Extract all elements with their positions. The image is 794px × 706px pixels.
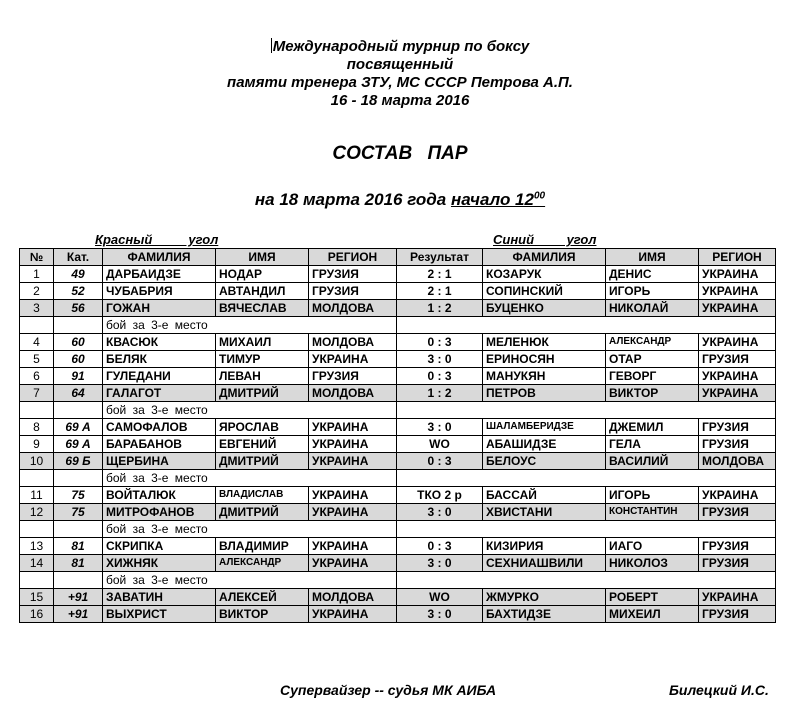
weight-category: +91	[54, 589, 103, 606]
third-place-note-row	[20, 470, 776, 487]
blue-name: ДЖЕМИЛ	[606, 419, 699, 436]
bout-result: 0 : 3	[397, 538, 483, 555]
blue-name: НИКОЛОЗ	[606, 555, 699, 572]
table-row	[20, 419, 776, 436]
blue-name: ГЕЛА	[606, 436, 699, 453]
blue-region: ГРУЗИЯ	[699, 504, 776, 521]
weight-category: 60	[54, 334, 103, 351]
weight-category: 52	[54, 283, 103, 300]
col-header-red-surname: ФАМИЛИЯ	[103, 249, 216, 266]
bout-number: 10	[20, 453, 54, 470]
table-row	[20, 538, 776, 555]
blue-surname: КИЗИРИЯ	[483, 538, 606, 555]
date-line	[0, 190, 794, 210]
blue-region: УКРАИНА	[699, 334, 776, 351]
red-surname: ГОЖАН	[103, 300, 216, 317]
bout-result: 0 : 3	[397, 334, 483, 351]
bout-result: 0 : 3	[397, 453, 483, 470]
blue-name: НИКОЛАЙ	[606, 300, 699, 317]
table-row	[20, 351, 776, 368]
start-time	[451, 190, 545, 209]
red-surname: ЧУБАБРИЯ	[103, 283, 216, 300]
weight-category: 64	[54, 385, 103, 402]
blue-name: КОНСТАНТИН	[606, 504, 699, 521]
bout-number: 11	[20, 487, 54, 504]
blue-region: ГРУЗИЯ	[699, 419, 776, 436]
table-row	[20, 266, 776, 283]
red-name: ЛЕВАН	[216, 368, 309, 385]
weight-category: 81	[54, 555, 103, 572]
tournament-header	[0, 38, 794, 110]
red-region: ГРУЗИЯ	[309, 368, 397, 385]
red-surname: КВАСЮК	[103, 334, 216, 351]
pairs-table	[19, 248, 776, 623]
blue-name: ИГОРЬ	[606, 283, 699, 300]
blue-surname: ЕРИНОСЯН	[483, 351, 606, 368]
red-surname: ВЫХРИСТ	[103, 606, 216, 623]
blue-region: ГРУЗИЯ	[699, 538, 776, 555]
bout-result: WO	[397, 589, 483, 606]
red-surname: ДАРБАИДЗЕ	[103, 266, 216, 283]
blue-region: ГРУЗИЯ	[699, 606, 776, 623]
red-surname: БАРАБАНОВ	[103, 436, 216, 453]
bout-number: 7	[20, 385, 54, 402]
bout-number: 8	[20, 419, 54, 436]
bout-result: 3 : 0	[397, 351, 483, 368]
table-row	[20, 487, 776, 504]
red-region: УКРАИНА	[309, 351, 397, 368]
blue-name: ИАГО	[606, 538, 699, 555]
bout-result: 1 : 2	[397, 385, 483, 402]
weight-category: 81	[54, 538, 103, 555]
red-region: МОЛДОВА	[309, 300, 397, 317]
start-time-minutes: 00	[533, 190, 546, 202]
blue-region: УКРАИНА	[699, 589, 776, 606]
start-time-text: начало 12	[450, 190, 534, 209]
blue-region: ГРУЗИЯ	[699, 555, 776, 572]
weight-category: +91	[54, 606, 103, 623]
note-empty-cell	[397, 521, 776, 538]
weight-category: 91	[54, 368, 103, 385]
red-surname: СКРИПКА	[103, 538, 216, 555]
blue-name: ВИКТОР	[606, 385, 699, 402]
blue-surname: МЕЛЕНЮК	[483, 334, 606, 351]
col-header-blue-region: РЕГИОН	[699, 249, 776, 266]
supervisor-label: Супервайзер -- судья МК АИБА	[280, 682, 497, 698]
table-row	[20, 283, 776, 300]
bout-number: 5	[20, 351, 54, 368]
red-name: ЯРОСЛАВ	[216, 419, 309, 436]
pairs-table-body	[20, 266, 776, 623]
red-name: ТИМУР	[216, 351, 309, 368]
blue-surname: КОЗАРУК	[483, 266, 606, 283]
page-title: СОСТАВ ПАР	[332, 143, 468, 164]
red-surname: ГУЛЕДАНИ	[103, 368, 216, 385]
weight-category: 56	[54, 300, 103, 317]
bout-result: 0 : 3	[397, 368, 483, 385]
table-row	[20, 368, 776, 385]
bout-result: 3 : 0	[397, 419, 483, 436]
bout-result: 3 : 0	[397, 606, 483, 623]
header-line-1	[0, 38, 794, 56]
col-header-red-region: РЕГИОН	[309, 249, 397, 266]
red-name: ДМИТРИЙ	[216, 504, 309, 521]
red-surname: ЩЕРБИНА	[103, 453, 216, 470]
third-place-note: бой за 3-е место	[103, 572, 397, 589]
red-surname: МИТРОФАНОВ	[103, 504, 216, 521]
bout-number: 4	[20, 334, 54, 351]
blue-surname: СЕХНИАШВИЛИ	[483, 555, 606, 572]
weight-category: 69 А	[54, 436, 103, 453]
blue-name: ГЕВОРГ	[606, 368, 699, 385]
red-name: ДМИТРИЙ	[216, 385, 309, 402]
weight-category: 49	[54, 266, 103, 283]
third-place-note-row	[20, 572, 776, 589]
col-header-result: Результат	[397, 249, 483, 266]
table-row	[20, 555, 776, 572]
note-empty-cell	[54, 317, 103, 334]
blue-surname: БУЦЕНКО	[483, 300, 606, 317]
red-region: УКРАИНА	[309, 538, 397, 555]
text-cursor	[271, 38, 272, 53]
col-header-blue-name: ИМЯ	[606, 249, 699, 266]
blue-region: ГРУЗИЯ	[699, 351, 776, 368]
blue-region: ГРУЗИЯ	[699, 436, 776, 453]
table-row	[20, 334, 776, 351]
blue-corner-label: Синий угол	[493, 232, 597, 247]
weight-category: 69 Б	[54, 453, 103, 470]
header-line-1-text: Международный турнир по боксу	[272, 38, 530, 55]
third-place-note: бой за 3-е место	[103, 317, 397, 334]
red-region: МОЛДОВА	[309, 334, 397, 351]
red-name: МИХАИЛ	[216, 334, 309, 351]
red-corner-label: Красный угол	[95, 232, 219, 247]
blue-surname: МАНУКЯН	[483, 368, 606, 385]
red-surname: ВОЙТАЛЮК	[103, 487, 216, 504]
blue-region: УКРАИНА	[699, 487, 776, 504]
blue-name: ДЕНИС	[606, 266, 699, 283]
red-name: НОДАР	[216, 266, 309, 283]
bout-number: 9	[20, 436, 54, 453]
blue-region: МОЛДОВА	[699, 453, 776, 470]
blue-surname: ХВИСТАНИ	[483, 504, 606, 521]
bout-result: ТКО 2 р	[397, 487, 483, 504]
col-header-red-name: ИМЯ	[216, 249, 309, 266]
bout-number: 6	[20, 368, 54, 385]
bout-result: 2 : 1	[397, 283, 483, 300]
blue-region: УКРАИНА	[699, 368, 776, 385]
blue-surname: ПЕТРОВ	[483, 385, 606, 402]
note-empty-cell	[397, 572, 776, 589]
header-line-2: посвященный	[346, 56, 454, 73]
red-name: АЛЕКСАНДР	[216, 555, 309, 572]
table-row	[20, 385, 776, 402]
red-region: ГРУЗИЯ	[309, 266, 397, 283]
note-empty-cell	[397, 402, 776, 419]
note-empty-cell	[54, 572, 103, 589]
note-empty-cell	[397, 470, 776, 487]
blue-surname: БЕЛОУС	[483, 453, 606, 470]
note-empty-cell	[397, 317, 776, 334]
note-empty-cell	[54, 521, 103, 538]
third-place-note: бой за 3-е место	[103, 402, 397, 419]
bout-number: 12	[20, 504, 54, 521]
bout-number: 2	[20, 283, 54, 300]
bout-result: WO	[397, 436, 483, 453]
table-row	[20, 589, 776, 606]
blue-region: УКРАИНА	[699, 300, 776, 317]
red-region: УКРАИНА	[309, 436, 397, 453]
blue-name: РОБЕРТ	[606, 589, 699, 606]
red-region: ГРУЗИЯ	[309, 283, 397, 300]
blue-name: АЛЕКСАНДР	[606, 334, 699, 351]
red-name: ВЯЧЕСЛАВ	[216, 300, 309, 317]
blue-region: УКРАИНА	[699, 266, 776, 283]
date-text: на 18 марта 2016 года	[254, 190, 451, 209]
bout-result: 2 : 1	[397, 266, 483, 283]
red-region: УКРАИНА	[309, 606, 397, 623]
bout-number: 14	[20, 555, 54, 572]
blue-region: УКРАИНА	[699, 385, 776, 402]
table-row	[20, 436, 776, 453]
third-place-note: бой за 3-е место	[103, 470, 397, 487]
blue-surname: СОПИНСКИЙ	[483, 283, 606, 300]
bout-number: 13	[20, 538, 54, 555]
bout-result: 3 : 0	[397, 504, 483, 521]
bout-number: 3	[20, 300, 54, 317]
third-place-note: бой за 3-е место	[103, 521, 397, 538]
red-region: УКРАИНА	[309, 504, 397, 521]
red-name: ЕВГЕНИЙ	[216, 436, 309, 453]
weight-category: 75	[54, 487, 103, 504]
red-surname: ГАЛАГОТ	[103, 385, 216, 402]
note-empty-cell	[20, 470, 54, 487]
bout-result: 1 : 2	[397, 300, 483, 317]
note-empty-cell	[20, 402, 54, 419]
red-region: МОЛДОВА	[309, 589, 397, 606]
third-place-note-row	[20, 521, 776, 538]
third-place-note-row	[20, 402, 776, 419]
bout-number: 1	[20, 266, 54, 283]
red-name: ДМИТРИЙ	[216, 453, 309, 470]
blue-name: ВАСИЛИЙ	[606, 453, 699, 470]
header-line-4: 16 - 18 марта 2016	[330, 92, 470, 109]
red-region: УКРАИНА	[309, 419, 397, 436]
blue-name: ИГОРЬ	[606, 487, 699, 504]
header-line-3: памяти тренера ЗТУ, МС СССР Петрова А.П.	[227, 74, 573, 91]
weight-category: 75	[54, 504, 103, 521]
table-row	[20, 606, 776, 623]
col-header-blue-surname: ФАМИЛИЯ	[483, 249, 606, 266]
table-row	[20, 504, 776, 521]
blue-surname: БАХТИДЗЕ	[483, 606, 606, 623]
col-header-cat: Кат.	[54, 249, 103, 266]
red-name: ВЛАДИМИР	[216, 538, 309, 555]
red-surname: БЕЛЯК	[103, 351, 216, 368]
bout-result: 3 : 0	[397, 555, 483, 572]
note-empty-cell	[54, 402, 103, 419]
red-name: ВИКТОР	[216, 606, 309, 623]
red-region: УКРАИНА	[309, 555, 397, 572]
blue-region: УКРАИНА	[699, 283, 776, 300]
red-name: ВЛАДИСЛАВ	[216, 487, 309, 504]
note-empty-cell	[20, 572, 54, 589]
bout-number: 16	[20, 606, 54, 623]
col-header-no: №	[20, 249, 54, 266]
red-surname: ХИЖНЯК	[103, 555, 216, 572]
table-row	[20, 453, 776, 470]
note-empty-cell	[54, 470, 103, 487]
weight-category: 60	[54, 351, 103, 368]
blue-name: МИХЕИЛ	[606, 606, 699, 623]
blue-surname: ШАЛАМБЕРИДЗЕ	[483, 419, 606, 436]
note-empty-cell	[20, 521, 54, 538]
blue-surname: АБАШИДЗЕ	[483, 436, 606, 453]
note-empty-cell	[20, 317, 54, 334]
blue-surname: ЖМУРКО	[483, 589, 606, 606]
blue-surname: БАССАЙ	[483, 487, 606, 504]
table-row	[20, 300, 776, 317]
red-region: УКРАИНА	[309, 487, 397, 504]
third-place-note-row	[20, 317, 776, 334]
weight-category: 69 А	[54, 419, 103, 436]
red-surname: ЗАВАТИН	[103, 589, 216, 606]
red-surname: САМОФАЛОВ	[103, 419, 216, 436]
red-region: УКРАИНА	[309, 453, 397, 470]
red-region: МОЛДОВА	[309, 385, 397, 402]
bout-number: 15	[20, 589, 54, 606]
table-header-row	[20, 249, 776, 266]
red-name: АВТАНДИЛ	[216, 283, 309, 300]
blue-name: ОТАР	[606, 351, 699, 368]
supervisor-name: Билецкий И.С.	[669, 682, 769, 698]
red-name: АЛЕКСЕЙ	[216, 589, 309, 606]
